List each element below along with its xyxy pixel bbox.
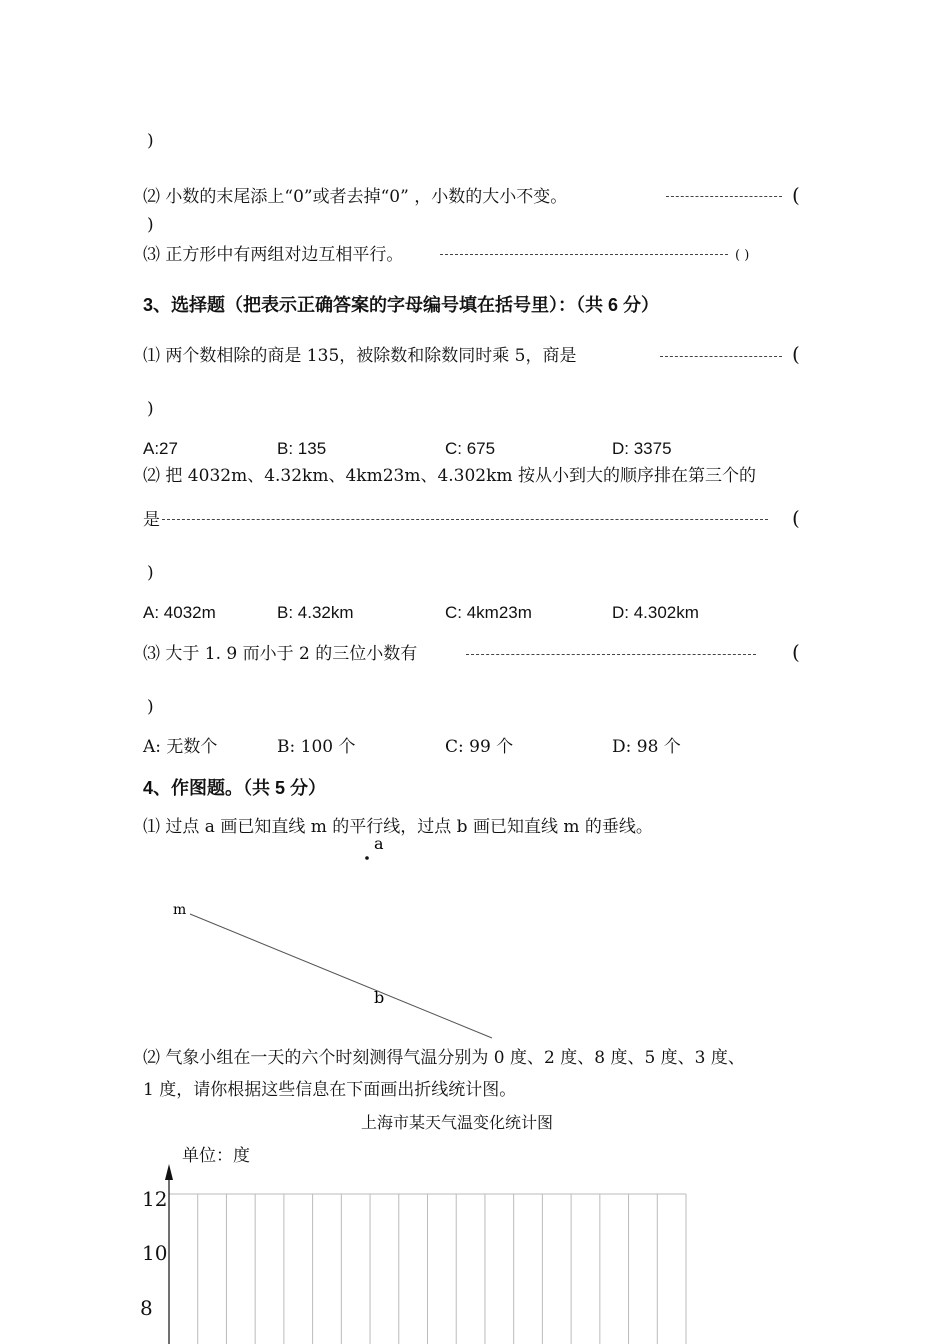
mc-q1-option-c: C: 675 — [445, 439, 496, 458]
point-a-dot — [365, 856, 369, 860]
chart-y-axis-arrow-icon — [165, 1164, 173, 1180]
tf-q2-close-paren: ) — [147, 215, 154, 235]
chart-y-tick-label: 12 — [142, 1187, 168, 1211]
mc-q1-close-paren: ) — [147, 399, 154, 419]
mc-q1-leader — [660, 356, 782, 357]
mc-q3-leader — [466, 654, 756, 655]
tf-q1-close-paren: ) — [147, 131, 154, 151]
line-drawing-figure — [0, 830, 950, 1050]
temperature-chart — [130, 1160, 710, 1344]
mc-q3-text: ⑶ 大于 1. 9 而小于 2 的三位小数有 — [143, 644, 418, 664]
chart-title: 上海市某天气温变化统计图 — [361, 1113, 554, 1132]
draw-q2-text-line1: ⑵ 气象小组在一天的六个时刻测得气温分别为 0 度、2 度、8 度、5 度、3 度、 — [143, 1048, 745, 1068]
mc-q1-option-a: A:27 — [143, 439, 178, 458]
line-m-label: m — [173, 902, 187, 918]
mc-q1-text: ⑴ 两个数相除的商是 135，被除数和除数同时乘 5，商是 — [143, 346, 577, 366]
section3-heading: 3、选择题（把表示正确答案的字母编号填在括号里）：（共 6 分） — [143, 295, 660, 315]
point-b-label: b — [374, 988, 385, 1007]
mc-q2-text-line2: 是 — [143, 510, 160, 530]
chart-y-tick-label: 10 — [142, 1241, 168, 1265]
tf-q3-text: ⑶ 正方形中有两组对边互相平行。 — [143, 245, 404, 265]
mc-q1-open-paren: ( — [792, 342, 800, 366]
tf-q3-paren: ( ) — [735, 248, 750, 263]
tf-q2-text: ⑵ 小数的末尾添上“0”或者去掉“0” ，小数的大小不变。 — [143, 187, 568, 207]
mc-q1-option-b: B: 135 — [277, 439, 327, 458]
mc-q1-option-d: D: 3375 — [612, 439, 672, 458]
mc-q3-close-paren: ) — [147, 697, 154, 717]
mc-q3-open-paren: ( — [792, 640, 800, 664]
line-m — [190, 914, 492, 1038]
mc-q2-open-paren: ( — [792, 506, 800, 530]
draw-q2-text-line2: 1 度，请你根据这些信息在下面画出折线统计图。 — [143, 1080, 517, 1100]
section4-heading: 4、作图题。（共 5 分） — [143, 778, 327, 798]
chart-grid-verticals — [198, 1194, 686, 1344]
mc-q2-option-a: A: 4032m — [143, 603, 216, 622]
point-a-label: a — [374, 834, 384, 853]
chart-y-tick-label: 8 — [140, 1296, 153, 1320]
mc-q2-option-b: B: 4.32km — [277, 603, 354, 622]
mc-q3-option-a: A: 无数个 — [143, 737, 218, 757]
mc-q2-leader — [162, 519, 768, 520]
tf-q2-open-paren: ( — [792, 183, 800, 207]
mc-q2-close-paren: ) — [147, 563, 154, 583]
mc-q2-text-line1: ⑵ 把 4032m、4.32km、4km23m、4.302km 按从小到大的顺序排在第三个的 — [143, 466, 756, 486]
tf-q2-leader — [666, 196, 782, 197]
mc-q3-option-c: C: 99 个 — [445, 737, 514, 757]
chart-y-tick-labels — [140, 1187, 167, 1320]
tf-q3-leader — [440, 254, 728, 255]
draw-q1-text: ⑴ 过点 a 画已知直线 m 的平行线，过点 b 画已知直线 m 的垂线。 — [143, 817, 653, 837]
mc-q3-option-b: B: 100 个 — [277, 737, 356, 757]
mc-q2-option-d: D: 4.302km — [612, 603, 699, 622]
chart-unit-label: 单位：度 — [182, 1146, 250, 1166]
mc-q3-option-d: D: 98 个 — [612, 737, 681, 757]
mc-q2-option-c: C: 4km23m — [445, 603, 532, 622]
